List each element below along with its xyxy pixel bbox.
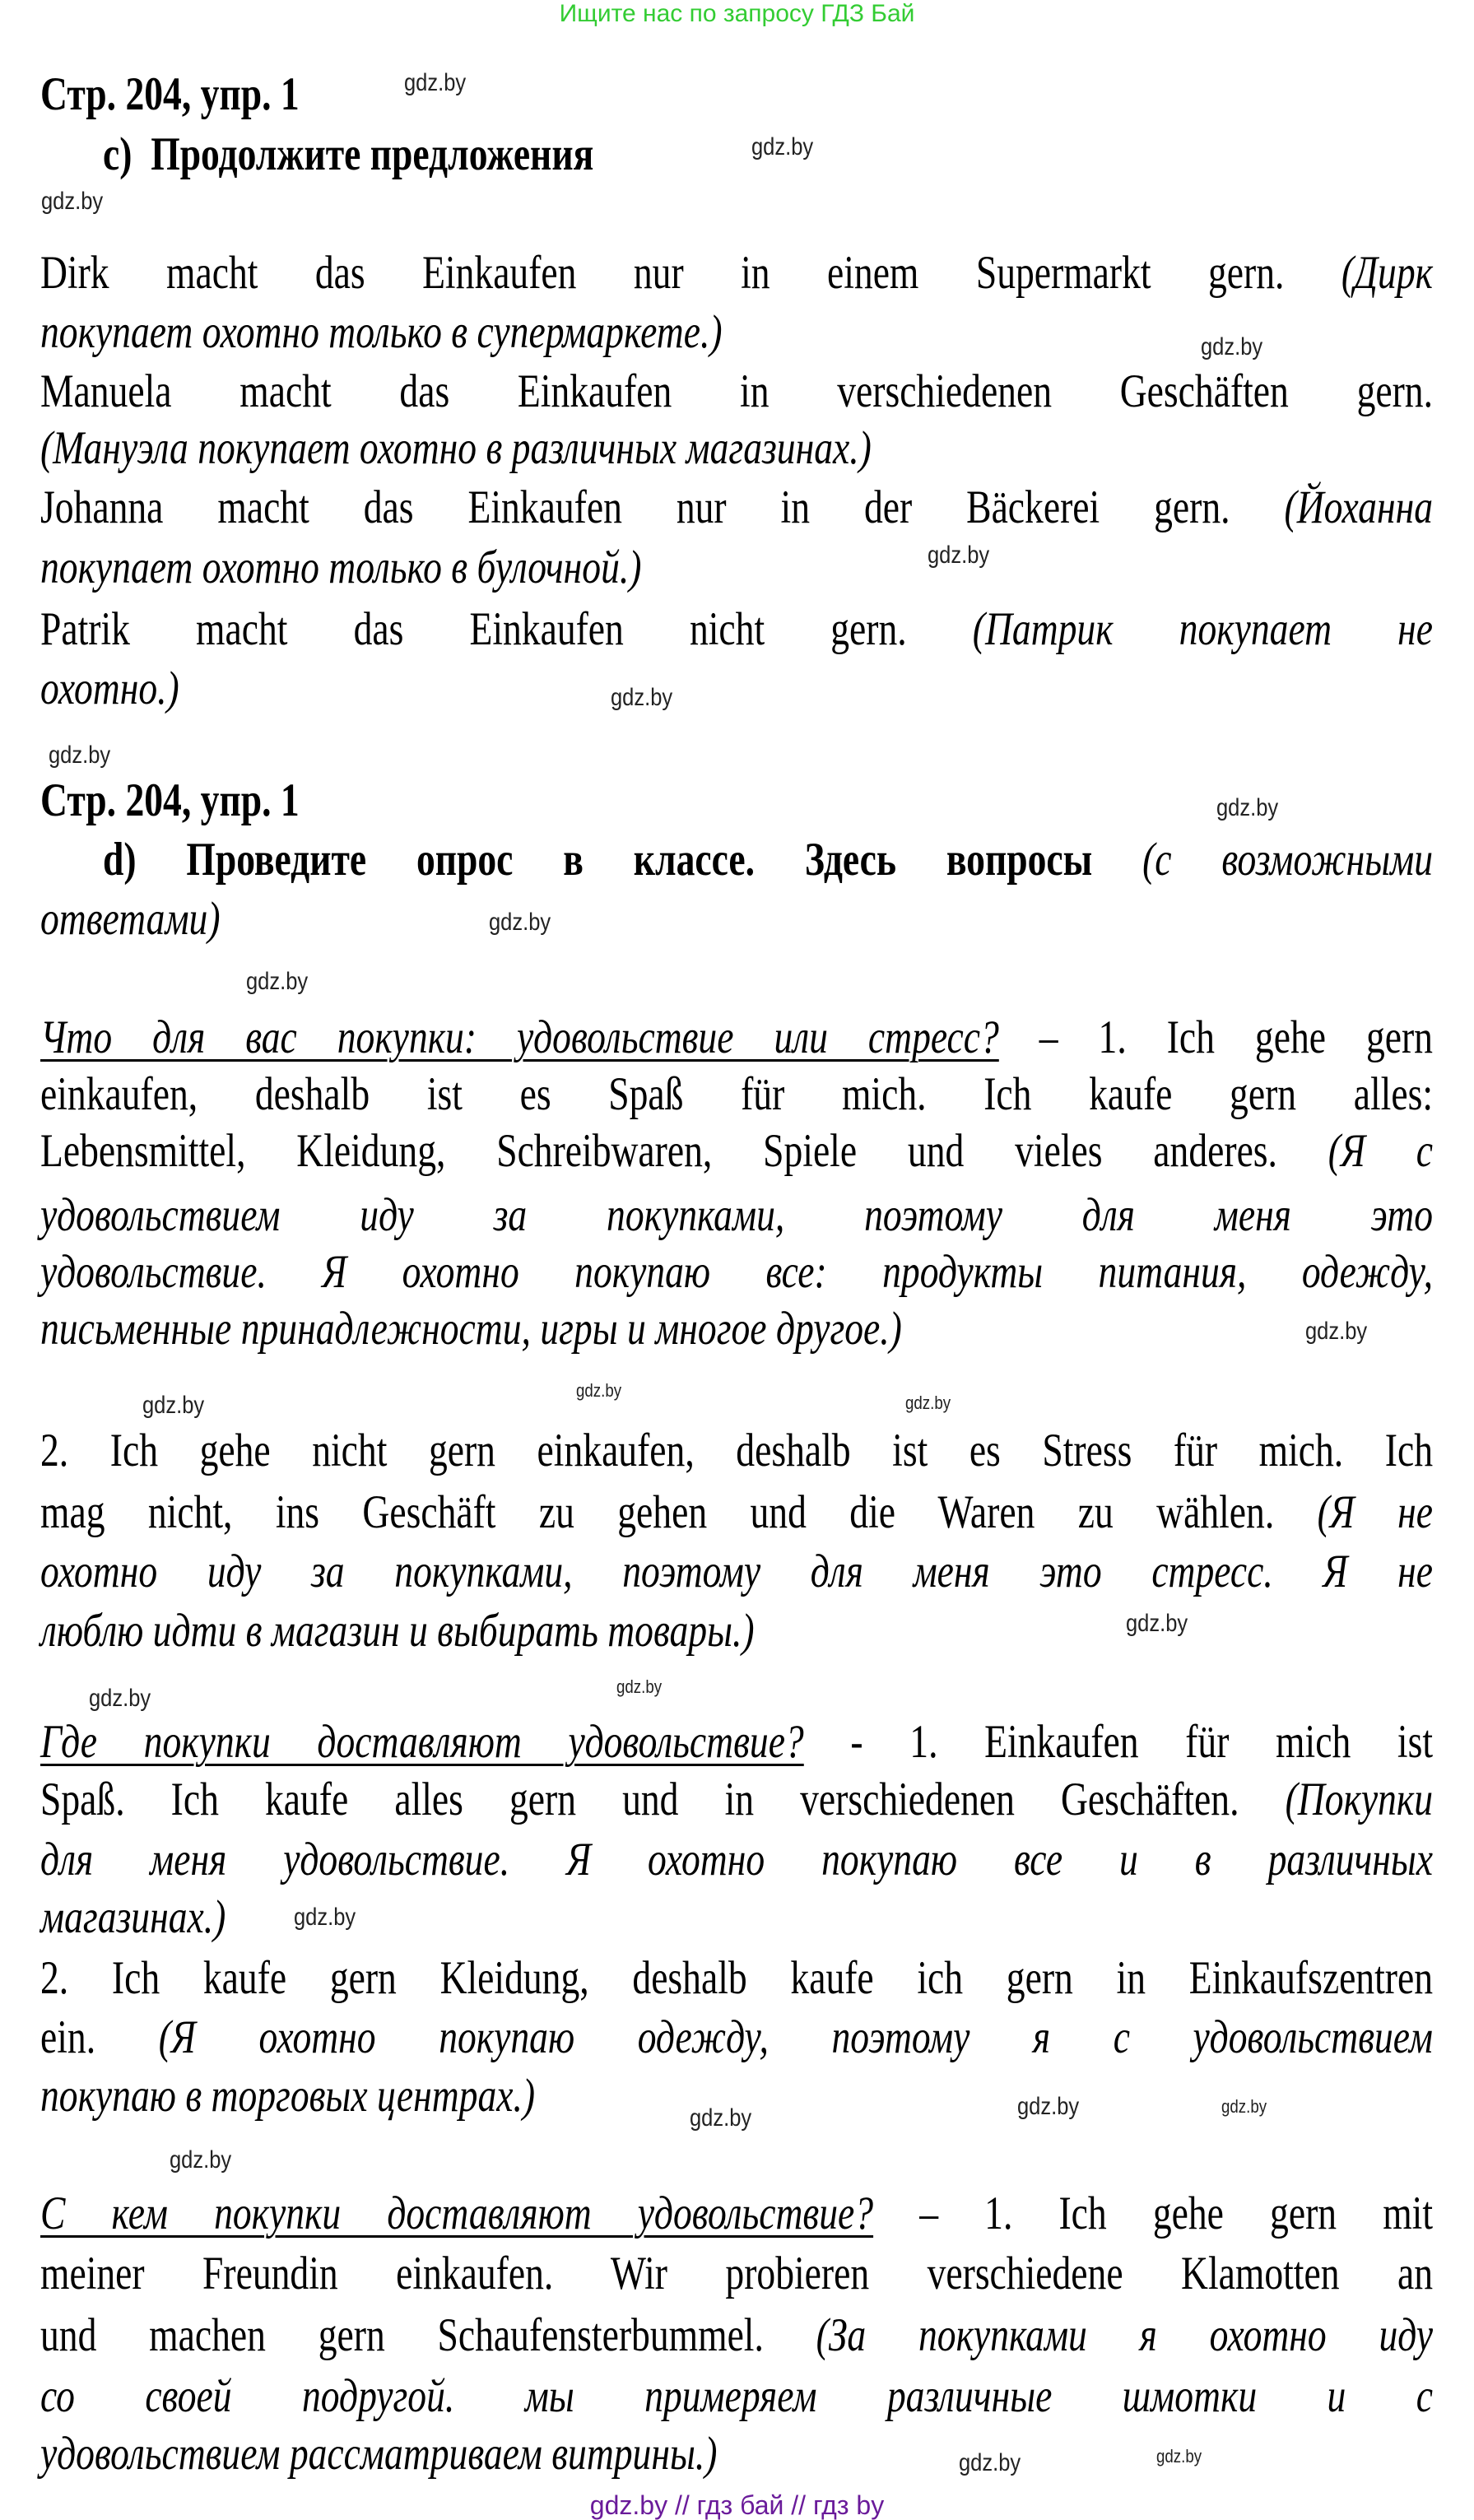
translation-text: (Я охотно покупаю одежду, поэтому я с удовольствием [158,2011,1433,2063]
watermark: gdz.by [576,1380,622,1401]
text-line [40,543,641,593]
text-segment: einkaufen, deshalb ist es Spaß für mich. Ich kaufe gern alles: [40,1068,1433,1120]
translation-text: покупает охотно только в супермаркете.) [40,306,723,358]
text-segment: Стр. 204, упр. 1 [40,774,300,826]
text-line [40,1013,1433,1062]
text-segment: – 1. Ich gehe gern mit [873,2188,1434,2239]
text-segment: meiner Freundin einkaufen. Wir probieren verschiedene Klamotten an [40,2248,1433,2299]
translation-text: (с возможными [1142,834,1433,886]
text-line [40,1191,1433,1240]
footer-watermark: gdz.by // гдз бай // гдз by [589,2490,885,2520]
translation-text: для меня удовольствие. Я охотно покупаю все и в различных [40,1834,1433,1885]
watermark: gdz.by [959,2449,1021,2476]
text-line [40,2071,535,2121]
page-exercise-heading [40,776,300,825]
watermark: gdz.by [1201,333,1263,360]
watermark: gdz.by [611,684,673,711]
translation-text: покупаю в торговых центрах.) [40,2070,536,2122]
text-segment: 2. Ich gehe nicht gern einkaufen, deshalb ist es Stress für mich. Ich [40,1425,1433,1476]
text-line [40,483,1433,532]
question-text: С кем покупки доставляют удовольствие? [40,2188,874,2239]
text-segment: Patrik macht das Einkaufen nicht gern. [40,603,973,655]
text-line [40,1718,1433,1767]
text-segment: 2. Ich kaufe gern Kleidung, deshalb kaufe ich gern in Einkaufszentren [40,1952,1433,2004]
text-line [40,605,1433,654]
watermark: gdz.by [1156,2446,1202,2467]
text-line [40,1070,1433,1119]
question-text: Что для вас покупки: удовольствие или стресс? [40,1011,999,1063]
text-line [40,1954,1433,2003]
watermark: gdz.by [1126,1610,1188,1637]
text-line [40,249,1433,298]
text-line [40,308,723,357]
text-segment: Dirk macht das Einkaufen nur in einem Supermarkt gern. [40,247,1341,299]
translation-text: покупает охотно только в булочной.) [40,542,642,593]
translation-text: ответами) [40,893,221,945]
text-segment: Johanna macht das Einkaufen nur in der Bäckerei gern. [40,481,1285,533]
translation-text: (Патрик покупает не [972,603,1433,655]
watermark: gdz.by [1221,2096,1267,2117]
text-line [40,2372,1433,2421]
watermark: gdz.by [1305,1318,1368,1345]
text-line [40,1426,1433,1476]
text-segment: Стр. 204, упр. 1 [40,68,300,120]
watermark: gdz.by [89,1685,151,1712]
translation-text: (За покупками я охотно иду [816,2309,1434,2361]
watermark: gdz.by [751,133,814,160]
text-line [40,424,872,473]
text-segment: d) Проведите опрос в классе. Здесь вопросы [103,834,1143,886]
search-banner: Ищите нас по запросу ГДЗ Бай [559,0,915,27]
text-line [40,2249,1433,2299]
translation-text: (Мануэла покупает охотно в различных магазинах.) [40,422,872,474]
watermark: gdz.by [170,2146,232,2174]
translation-text: магазинах.) [40,1891,226,1943]
text-segment: und machen gern Schaufensterbummel. [40,2309,816,2361]
section-subtitle [103,130,593,179]
text-line [40,1835,1433,1885]
text-segment: Lebensmittel, Kleidung, Schreibwaren, Spiele und vieles anderes. [40,1125,1328,1177]
translation-text: (Покупки [1285,1774,1433,1825]
text-line [40,1893,226,1942]
watermark: gdz.by [1216,794,1279,821]
text-line [40,1127,1433,1176]
translation-text: удовольствием иду за покупками, поэтому для меня это [40,1189,1433,1241]
page-exercise-heading [40,70,300,119]
translation-text: удовольствие. Я охотно покупаю все: продукты питания, одежду, [40,1246,1433,1298]
translation-text: охотно иду за покупками, поэтому для меня это стресс. Я не [40,1546,1433,1597]
watermark: gdz.by [142,1392,205,1419]
watermark: gdz.by [246,968,309,995]
text-line [40,1304,902,1354]
watermark: gdz.by [41,188,104,215]
text-segment: - 1. Einkaufen für mich ist [803,1716,1434,1768]
text-segment: c) Продолжите предложения [103,128,594,180]
watermark: gdz.by [690,2104,752,2132]
watermark: gdz.by [928,542,990,569]
watermark: gdz.by [1017,2093,1080,2120]
question-text: Где покупки доставляют удовольствие? [40,1716,804,1768]
text-line [40,664,179,714]
text-line [40,1775,1433,1825]
text-line [40,2189,1433,2239]
text-line [40,895,221,944]
text-line [103,835,1433,885]
translation-text: (Я не [1317,1486,1433,1538]
text-segment: ein. [40,2011,159,2063]
text-line [40,1606,755,1656]
text-line [40,1488,1433,1537]
text-line [40,2429,717,2479]
translation-text: письменные принадлежности, игры и многое другое.) [40,1303,902,1355]
text-line [40,1547,1433,1597]
watermark: gdz.by [616,1676,663,1697]
translation-text: со своей подругой. мы примеряем различные шмотки и с [40,2370,1433,2422]
text-line [40,2013,1433,2062]
translation-text: (Йоханна [1284,481,1433,533]
translation-text: (Я с [1328,1125,1433,1177]
text-segment: mag nicht, ins Geschäft zu gehen und die Waren zu wählen. [40,1486,1318,1538]
translation-text: люблю идти в магазин и выбирать товары.) [40,1605,755,1657]
text-segment: – 1. Ich gehe gern [998,1011,1433,1063]
text-segment: Manuela macht das Einkaufen in verschiedenen Geschäften gern. [40,365,1433,417]
text-line [40,1248,1433,1297]
text-line [40,367,1433,416]
watermark: gdz.by [489,909,551,936]
watermark: gdz.by [49,742,111,769]
translation-text: удовольствием рассматриваем витрины.) [40,2428,718,2480]
translation-text: (Дирк [1341,247,1433,299]
translation-text: охотно.) [40,663,179,714]
text-segment: Spaß. Ich kaufe alles gern und in verschiedenen Geschäften. [40,1774,1286,1825]
watermark: gdz.by [404,69,467,96]
watermark: gdz.by [294,1904,356,1931]
watermark: gdz.by [905,1393,951,1413]
text-line [40,2311,1433,2360]
